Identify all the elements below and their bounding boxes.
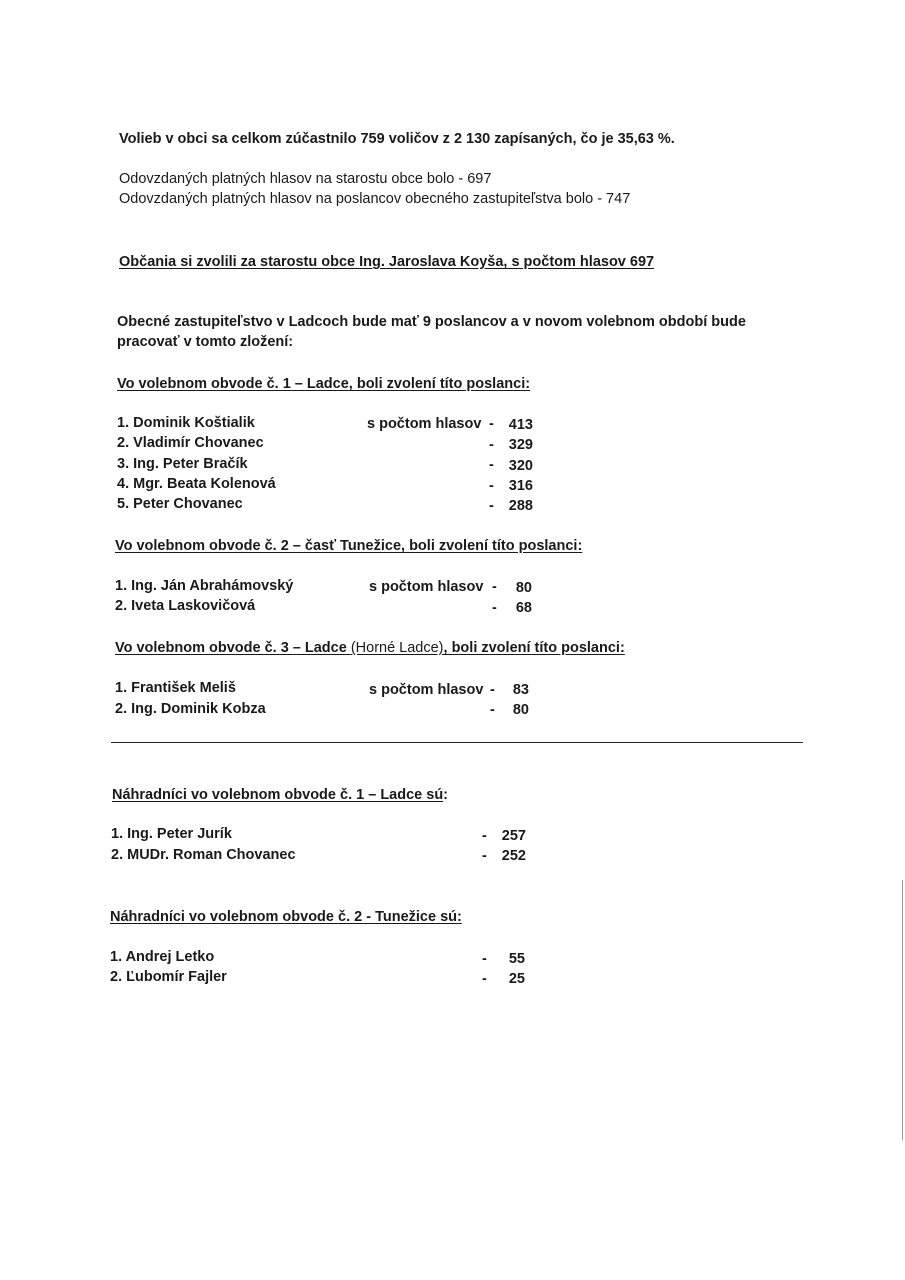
substitutes1-row-2-dash: - [482,848,487,864]
district1-row-5-dash: - [489,498,494,514]
substitutes1-row-2-name: 2. MUDr. Roman Chovanec [111,847,296,863]
substitutes2-row-2-name: 2. Ľubomír Fajler [110,969,227,985]
district3-heading [115,639,625,657]
district3-heading-part-3: , boli zvolení títo poslanci [443,640,620,656]
district3-row-2-dash: - [490,702,495,718]
district1-row-2-name: 2. Vladimír Chovanec [117,435,264,451]
valid-votes-mayor: Odovzdaných platných hlasov na starostu obce bolo - 697 [119,171,492,187]
substitutes2-heading: Náhradníci vo volebnom obvode č. 2 - Tunežice sú: [110,909,462,925]
district1-row-4-dash: - [489,478,494,494]
district1-heading: Vo volebnom obvode č. 1 – Ladce, boli zvolení títo poslanci: [117,376,531,392]
district3-row-1-votes: 83 [512,682,529,698]
district3-votes-label: s počtom hlasov [369,682,484,698]
district1-row-4-votes: 316 [508,478,533,494]
district2-row-1-votes: 80 [515,580,532,596]
district2-heading: Vo volebnom obvode č. 2 – časť Tunežice, boli zvolení títo poslanci: [115,538,583,554]
substitutes1-row-2-votes: 252 [501,848,526,864]
district3-row-1-dash: - [490,682,495,698]
district2-row-2-dash: - [492,600,497,616]
district3-heading-colon: : [619,640,625,656]
section-divider [111,742,803,743]
substitutes2-row-2-votes: 25 [508,971,525,987]
district1-row-3-dash: - [489,457,494,473]
district3-heading-part-2: (Horné Ladce) [350,640,444,656]
district1-row-2-votes: 329 [508,437,533,453]
district2-row-2-name: 2. Iveta Laskovičová [115,598,256,614]
mayor-line: Občania si zvolili za starostu obce Ing. Jaroslava Koyša, s počtom hlasov 697 [119,254,655,270]
district1-row-2-dash: - [489,437,494,453]
district3-row-2-name: 2. Ing. Dominik Kobza [115,701,266,717]
district1-row-3-name: 3. Ing. Peter Bračík [117,456,248,472]
district3-heading-part-1: Vo volebnom obvode č. 3 – Ladce [115,640,351,656]
substitutes1-row-1-votes: 257 [501,828,526,844]
scan-edge-line [902,880,903,1140]
district1-row-1-votes: 413 [508,417,533,433]
district2-row-2-votes: 68 [515,600,532,616]
substitutes2-row-1-votes: 55 [508,951,525,967]
district1-row-5-votes: 288 [508,498,533,514]
district3-row-2-votes: 80 [512,702,529,718]
district1-row-4-name: 4. Mgr. Beata Kolenová [117,476,276,492]
district2-row-1-dash: - [492,579,497,595]
district1-row-1-dash: - [489,416,494,432]
district2-row-1-name: 1. Ing. Ján Abrahámovský [115,578,294,594]
substitutes1-row-1-name: 1. Ing. Peter Jurík [111,826,232,842]
district1-row-5-name: 5. Peter Chovanec [117,496,243,512]
council-intro-line-2: pracovať v tomto zložení: [117,334,294,350]
substitutes2-row-1-dash: - [482,951,487,967]
substitutes1-heading-colon: : [443,787,449,803]
substitutes2-row-1-name: 1. Andrej Letko [110,949,215,965]
district2-votes-label: s počtom hlasov [369,579,484,595]
substitutes1-heading-text: Náhradníci vo volebnom obvode č. 1 – Ladce sú [112,787,444,803]
substitutes2-row-2-dash: - [482,971,487,987]
substitutes1-row-1-dash: - [482,828,487,844]
district1-row-1-name: 1. Dominik Koštialik [117,415,255,431]
district3-row-1-name: 1. František Meliš [115,680,236,696]
council-intro-line-1: Obecné zastupiteľstvo v Ladcoch bude mať 9 poslancov a v novom volebnom období bude [117,314,746,330]
turnout-line: Volieb v obci sa celkom zúčastnilo 759 voličov z 2 130 zapísaných, čo je 35,63 %. [119,131,675,147]
district1-votes-label: s počtom hlasov [367,416,482,432]
valid-votes-council: Odovzdaných platných hlasov na poslancov obecného zastupiteľstva bolo - 747 [119,191,631,207]
district1-row-3-votes: 320 [508,458,533,474]
substitutes1-heading [112,786,448,804]
